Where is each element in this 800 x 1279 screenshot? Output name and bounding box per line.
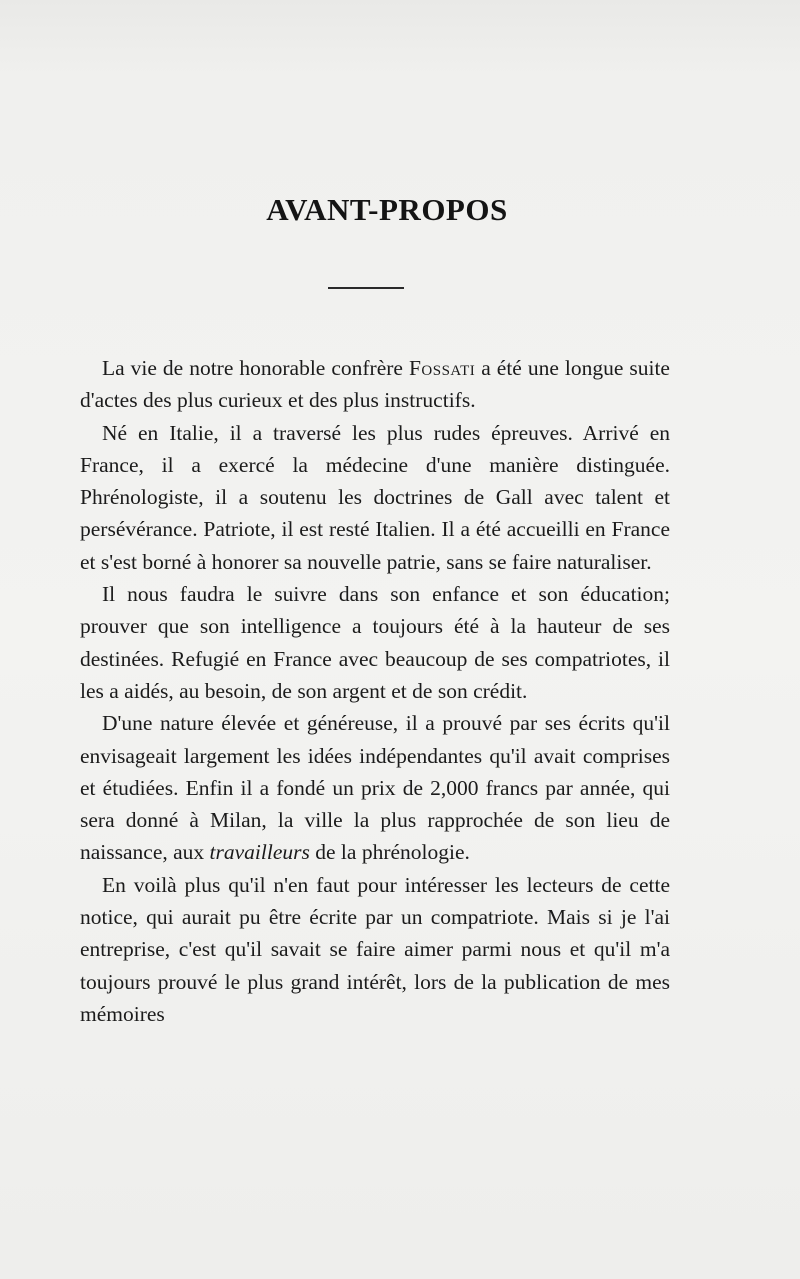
paragraph-5: En voilà plus qu'il n'en faut pour intéresser les lecteurs de cette notice, qui aurait pu être écrite par un compatriote. Mais si je l'ai entreprise, c'est qu'il savait se faire aimer parmi nous et qu'il m'a toujours prouvé le plus grand intérêt, lors de la publication de mes mémoires	[80, 872, 670, 1026]
paragraph-4	[80, 707, 670, 868]
paragraph-4-before: D'une nature élevée et généreuse, il a prouvé par ses écrits qu'il envisageait largement les idées indépendantes qu'il avait comprises et étudiées. Enfin il a fondé un prix de 2,000 francs par année, qui sera donné à Milan, la ville la plus rapprochée de son lieu de naissance, aux	[80, 711, 670, 865]
paragraph-1-after: a été une longue suite d'actes des plus curieux et des plus instructifs.	[80, 356, 670, 413]
italic-word: travailleurs	[209, 840, 310, 865]
paragraph-4-after: de la phrénologie.	[309, 840, 470, 865]
title-rule	[328, 287, 404, 289]
paragraph-2: Né en Italie, il a traversé les plus rudes épreuves. Arrivé en France, il a exercé la médecine d'une manière distinguée. Phrénologiste, il a soutenu les doctrines de Gall avec talent et persévérance. Patriote, il est resté Italien. Il a été accueilli en France et s'est borné à honorer sa nouvelle patrie, sans se faire naturaliser.	[80, 420, 670, 574]
paragraph-1	[80, 352, 670, 417]
paragraph-1-before: La vie de notre honorable confrère	[102, 356, 409, 380]
paragraph-3: Il nous faudra le suivre dans son enfance et son éducation; prouver que son intelligence a toujours été à la hauteur de ses destinées. Refugié en France avec beaucoup de ses compatriotes, il les a aidés, au besoin, de son argent et de son crédit.	[80, 582, 670, 703]
body-text	[80, 352, 670, 1030]
author-name: Fossati	[408, 356, 476, 380]
page-title: AVANT-PROPOS	[266, 192, 508, 227]
